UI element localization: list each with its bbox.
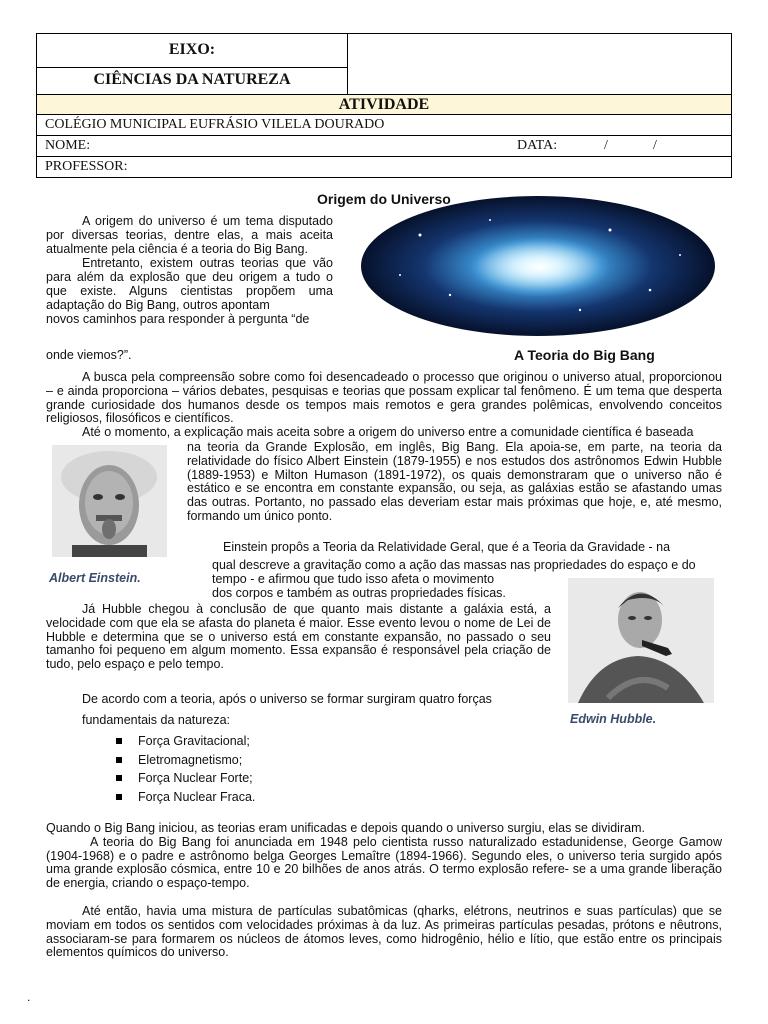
einstein-photo (52, 445, 167, 557)
professor-label: PROFESSOR: (45, 159, 128, 174)
data-label: DATA: (517, 138, 558, 153)
paragraph: dos corpos e também as outras propriedades físicas. (212, 586, 506, 600)
section-subtitle: A Teoria do Big Bang (514, 347, 655, 363)
article-title: Origem do Universo (317, 191, 451, 207)
paragraph: na teoria da Grande Explosão, em inglês, Big Bang. Ela apoia-se, em parte, na teoria da relatividade do físico Albert Einstein (1879-1955) e nos estudos dos astrônomos Edwin Hubble (1889-1953) e Milton Humason (1891-1972), os quais demonstraram que o universo não é estático e se encontra em constante expansão, ou seja, as galáxias estão se afastando umas das outras. Portanto, no passado elas deveriam estar mais próximas que hoje, e, até mesmo, formando um único ponto. (187, 440, 722, 523)
colegio-row (37, 115, 731, 136)
paragraph: Entretanto, existem outras teorias que vão para além da explosão que deu origem a tudo o que existe. Alguns cientistas propõem uma adaptação do Big Bang, outros apontam (46, 256, 333, 312)
paragraph: Até o momento, a explicação mais aceita sobre a origem do universo entre a comunidade científica é baseada (82, 425, 694, 440)
hubble-photo (568, 578, 714, 703)
paragraph: qual descreve a gravitação como a ação das massas nas propriedades do espaço e do (212, 558, 696, 572)
nome-row (37, 136, 731, 157)
galaxy-image (360, 195, 716, 337)
paragraph: novos caminhos para responder à pergunta “de (46, 311, 310, 326)
paragraph: A busca pela compreensão sobre como foi desencadeado o processo que originou o universo atual, proporcionou – e ainda proporciona – vários debates, pesquisas e teorias que possam explicar tal fenômeno. É um tema que desperta grande curiosidade dos humanos desde os tempos mais remotos e gera grandes polêmicas, envolvendo conceitos religiosos, filosóficos e científicos. (46, 370, 722, 426)
paragraph: A origem do universo é um tema disputado por diversas teorias, dentre elas, a mais aceita atualmente pela ciência é a teoria do Big Bang. (46, 214, 333, 256)
einstein-caption: Albert Einstein. (49, 571, 141, 585)
professor-row (37, 157, 731, 178)
date-separator: / (604, 138, 608, 153)
main-column (46, 371, 722, 440)
footer-dot: . (27, 990, 31, 1004)
atividade-row (37, 94, 731, 115)
eixo-label: EIXO: (168, 41, 216, 58)
forces-list (114, 732, 255, 806)
list-item: Força Nuclear Forte; (114, 769, 255, 788)
paragraph: tempo - e afirmou que tudo isso afeta o movimento (212, 572, 495, 586)
paragraph: Até então, havia uma mistura de partículas subatômicas (qharks, elétrons, neutrinos e suas partículas) que se moviam em todos os sentidos com velocidades próximas à da luz. As primeiras partículas pesadas, prótons e nêutrons, associaram-se para formarem os núcleos de átomos leves, como hidrogênio, hélio e lítio, que estão entre os principais elementos químicos do universo. (46, 903, 722, 960)
eixo-value: CIÊNCIAS DA NATUREZA (93, 71, 291, 88)
list-item: Eletromagnetismo; (114, 751, 255, 770)
paragraph: fundamentais da natureza: (82, 713, 231, 727)
paragraph: A teoria do Big Bang foi anunciada em 1948 pelo cientista russo naturalizado estadunidense, George Gamow (1904-1968) e o padre e astrônomo belga Georges Lemaître (1894-1966). Segundo eles, o universo teria surgido após uma grande explosão cósmica, entre 10 e 20 bilhões de anos atrás. O termo explosão refere- se a uma grande liberação de energia, criando o espaço-tempo. (46, 834, 722, 891)
date-separator: / (653, 138, 657, 153)
divider (347, 34, 348, 94)
header-table (36, 33, 732, 178)
eixo-row (37, 34, 731, 67)
divider (37, 67, 347, 68)
school-name: COLÉGIO MUNICIPAL EUFRÁSIO VILELA DOURADO (45, 117, 385, 132)
list-item: Força Gravitacional; (114, 732, 255, 751)
intro-column (46, 215, 333, 326)
atividade-title: ATIVIDADE (338, 96, 430, 113)
paragraph: onde viemos?”. (46, 348, 132, 362)
paragraph: De acordo com a teoria, após o universo se formar surgiram quatro forças (82, 692, 492, 706)
closing-column (46, 822, 722, 960)
hubble-caption: Edwin Hubble. (570, 712, 657, 726)
hubble-column (46, 603, 551, 672)
nome-label: NOME: (45, 138, 91, 153)
paragraph: Já Hubble chegou à conclusão de que quanto mais distante a galáxia está, a velocidade com que ela se afasta do planeta é maior. Esse evento levou o nome de Lei de Hubble e determina que se o universo está em constante expansão, no passado o seu tamanho foi pequeno em algum momento. Essa expansão é responsável pela criação de tudo, pelo espaço e pelo tempo. (46, 602, 551, 672)
paragraph: Quando o Big Bang iniciou, as teorias eram unificadas e depois quando o universo surgiu, elas se dividiram. (46, 821, 645, 835)
list-item: Força Nuclear Fraca. (114, 788, 255, 807)
relativity-column (187, 441, 722, 524)
paragraph: Einstein propôs a Teoria da Relatividade Geral, que é a Teoria da Gravidade - na (223, 540, 671, 554)
